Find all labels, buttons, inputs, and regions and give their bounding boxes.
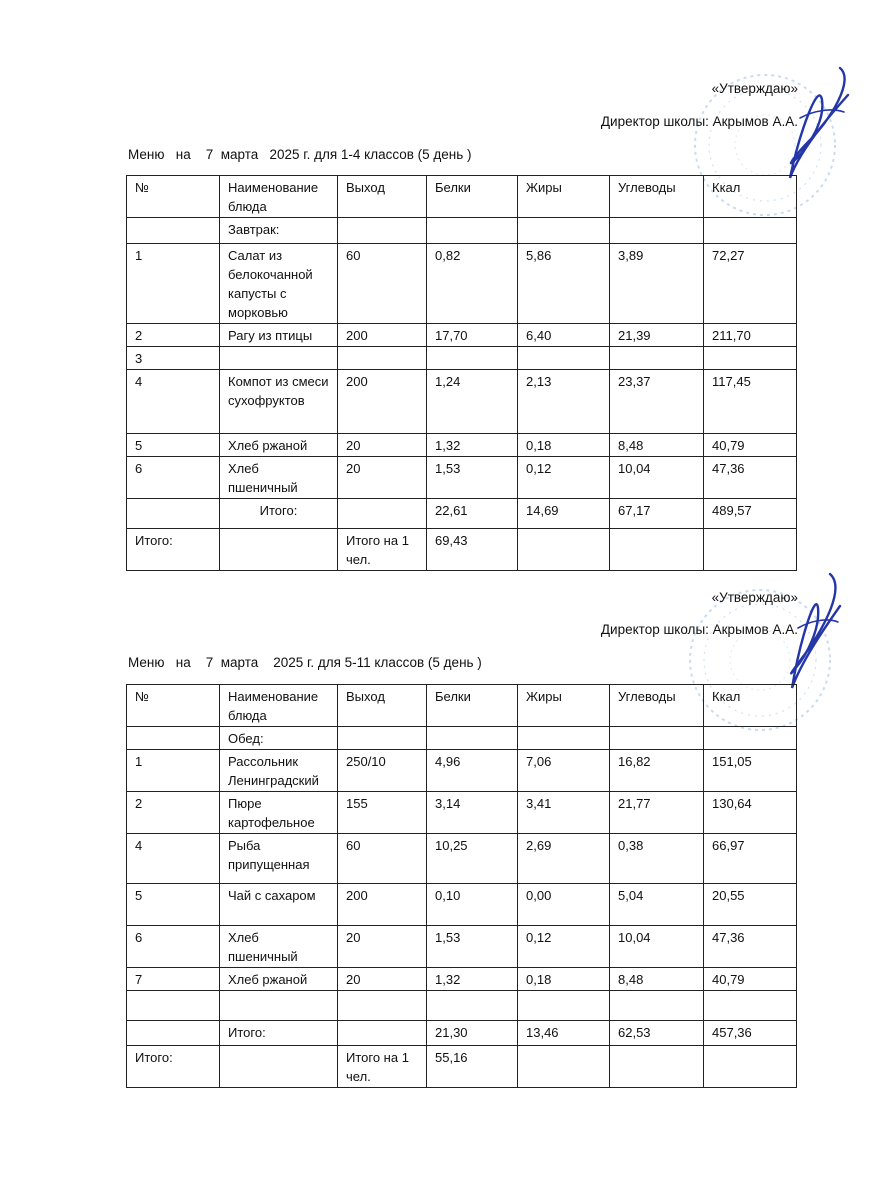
cell: Хлеб ржаной: [220, 434, 338, 457]
cell: [610, 991, 704, 1021]
cell: 40,79: [704, 434, 797, 457]
total-row: [127, 1046, 797, 1088]
cell: 1,32: [427, 968, 518, 991]
cell: [518, 529, 610, 571]
cell: 5,04: [610, 884, 704, 926]
cell: 2,13: [518, 370, 610, 434]
cell: 47,36: [704, 457, 797, 499]
subtotal-row: [127, 499, 797, 529]
cell: 55,16: [427, 1046, 518, 1088]
cell: 200: [338, 324, 427, 347]
section-row: [127, 218, 797, 244]
cell: 8,48: [610, 968, 704, 991]
cell: 62,53: [610, 1021, 704, 1046]
director-signature: [770, 60, 865, 190]
cell: 21,30: [427, 1021, 518, 1046]
cell: 2: [127, 792, 220, 834]
cell: 211,70: [704, 324, 797, 347]
director-signature: [768, 568, 863, 698]
cell: [220, 529, 338, 571]
cell: 13,46: [518, 1021, 610, 1046]
cell: 60: [338, 244, 427, 324]
header-cell: Углеводы: [610, 176, 704, 218]
cell: [610, 529, 704, 571]
cell: Рыба припущенная: [220, 834, 338, 884]
header-cell: №: [127, 685, 220, 727]
menu-title-grades-5-11: Меню на 7 марта 2025 г. для 5-11 классов (5 день ): [128, 655, 482, 670]
cell: Хлеб ржаной: [220, 968, 338, 991]
cell: Хлеб пшеничный: [220, 457, 338, 499]
cell: 10,25: [427, 834, 518, 884]
cell: 1: [127, 750, 220, 792]
cell: 72,27: [704, 244, 797, 324]
cell: 3: [127, 347, 220, 370]
cell: [518, 991, 610, 1021]
header-cell: Ккал: [704, 176, 797, 218]
header-cell: Выход: [338, 685, 427, 727]
cell: 489,57: [704, 499, 797, 529]
cell: 20: [338, 434, 427, 457]
cell: [610, 1046, 704, 1088]
cell: 22,61: [427, 499, 518, 529]
cell: Рагу из птицы: [220, 324, 338, 347]
cell: Итого:: [127, 1046, 220, 1088]
director-line: Директор школы: Акрымов А.А.: [600, 622, 798, 637]
table-row: [127, 926, 797, 968]
header-cell: Жиры: [518, 685, 610, 727]
cell: 1,53: [427, 926, 518, 968]
table-row: [127, 834, 797, 884]
cell: 0,18: [518, 434, 610, 457]
cell: 117,45: [704, 370, 797, 434]
table-row: [127, 244, 797, 324]
section-label: Обед:: [220, 727, 338, 750]
cell: 4: [127, 370, 220, 434]
cell: 10,04: [610, 457, 704, 499]
cell: 200: [338, 370, 427, 434]
table-row: [127, 968, 797, 991]
cell: [427, 347, 518, 370]
cell: [338, 499, 427, 529]
cell: Рассольник Ленинградский: [220, 750, 338, 792]
cell: [220, 991, 338, 1021]
cell: 3,41: [518, 792, 610, 834]
header-cell: №: [127, 176, 220, 218]
cell: 200: [338, 884, 427, 926]
cell: 1,32: [427, 434, 518, 457]
cell: 6: [127, 457, 220, 499]
cell: 17,70: [427, 324, 518, 347]
table-row: [127, 347, 797, 370]
cell: 0,12: [518, 926, 610, 968]
cell: [127, 1021, 220, 1046]
cell: 457,36: [704, 1021, 797, 1046]
header-cell: Жиры: [518, 176, 610, 218]
cell: 151,05: [704, 750, 797, 792]
cell: [610, 347, 704, 370]
cell: 0,82: [427, 244, 518, 324]
cell: 1: [127, 244, 220, 324]
cell: 0,10: [427, 884, 518, 926]
menu-title-grades-1-4: Меню на 7 марта 2025 г. для 1-4 классов (5 день ): [128, 147, 472, 162]
cell: [220, 347, 338, 370]
cell: 7,06: [518, 750, 610, 792]
cell: [338, 347, 427, 370]
cell: [518, 1046, 610, 1088]
table-row: [127, 457, 797, 499]
table-row: [127, 370, 797, 434]
cell: 60: [338, 834, 427, 884]
header-cell: Ккал: [704, 685, 797, 727]
cell: 21,39: [610, 324, 704, 347]
cell: [220, 1046, 338, 1088]
cell: 66,97: [704, 834, 797, 884]
cell: 14,69: [518, 499, 610, 529]
cell: 6,40: [518, 324, 610, 347]
cell: 0,18: [518, 968, 610, 991]
header-cell: Наименование блюда: [220, 176, 338, 218]
cell: 6: [127, 926, 220, 968]
total-row: [127, 529, 797, 571]
table-row: [127, 750, 797, 792]
cell: [127, 991, 220, 1021]
cell: 10,04: [610, 926, 704, 968]
cell: 1,24: [427, 370, 518, 434]
header-cell: Белки: [427, 176, 518, 218]
cell: 2: [127, 324, 220, 347]
section-label: Завтрак:: [220, 218, 338, 244]
subtotal-label: Итого:: [220, 499, 338, 529]
cell: [704, 1046, 797, 1088]
cell: Итого на 1 чел.: [338, 529, 427, 571]
menu-table-grades-5-11: [126, 684, 797, 1088]
cell: [127, 499, 220, 529]
cell: 69,43: [427, 529, 518, 571]
cell: 130,64: [704, 792, 797, 834]
cell: 21,77: [610, 792, 704, 834]
table-row: [127, 434, 797, 457]
cell: Итого:: [127, 529, 220, 571]
cell: 20,55: [704, 884, 797, 926]
cell: 23,37: [610, 370, 704, 434]
menu-table-grades-1-4: [126, 175, 797, 571]
cell: Салат из белокочанной капусты с морковью: [220, 244, 338, 324]
cell: 0,38: [610, 834, 704, 884]
cell: 20: [338, 968, 427, 991]
cell: 67,17: [610, 499, 704, 529]
cell: 3,14: [427, 792, 518, 834]
subtotal-row: [127, 1021, 797, 1046]
cell: Итого на 1 чел.: [338, 1046, 427, 1088]
table-row: [127, 792, 797, 834]
cell: Чай с сахаром: [220, 884, 338, 926]
cell: 20: [338, 926, 427, 968]
cell: 3,89: [610, 244, 704, 324]
cell: [518, 347, 610, 370]
approval-stamp: «Утверждаю»: [711, 590, 798, 605]
cell: 155: [338, 792, 427, 834]
cell: 4,96: [427, 750, 518, 792]
header-cell: Белки: [427, 685, 518, 727]
table-row: [127, 324, 797, 347]
cell: [427, 991, 518, 1021]
cell: 16,82: [610, 750, 704, 792]
cell: 4: [127, 834, 220, 884]
cell: [338, 991, 427, 1021]
cell: 5,86: [518, 244, 610, 324]
cell: Компот из смеси сухофруктов: [220, 370, 338, 434]
header-cell: Выход: [338, 176, 427, 218]
cell: 0,12: [518, 457, 610, 499]
table-row: [127, 884, 797, 926]
cell: Хлеб пшеничный: [220, 926, 338, 968]
cell: 250/10: [338, 750, 427, 792]
cell: 1,53: [427, 457, 518, 499]
director-line: Директор школы: Акрымов А.А.: [600, 114, 798, 129]
cell: Пюре картофельное: [220, 792, 338, 834]
cell: 2,69: [518, 834, 610, 884]
subtotal-label: Итого:: [220, 1021, 338, 1046]
cell: 5: [127, 434, 220, 457]
table-header-row: [127, 176, 797, 218]
section-row: [127, 727, 797, 750]
table-header-row: [127, 685, 797, 727]
cell: [338, 1021, 427, 1046]
approval-stamp: «Утверждаю»: [711, 81, 798, 96]
cell: [704, 529, 797, 571]
table-row: [127, 991, 797, 1021]
cell: 40,79: [704, 968, 797, 991]
cell: 47,36: [704, 926, 797, 968]
cell: [704, 347, 797, 370]
cell: 20: [338, 457, 427, 499]
header-cell: Наименование блюда: [220, 685, 338, 727]
header-cell: Углеводы: [610, 685, 704, 727]
cell: 5: [127, 884, 220, 926]
cell: 7: [127, 968, 220, 991]
cell: [704, 991, 797, 1021]
cell: 0,00: [518, 884, 610, 926]
cell: 8,48: [610, 434, 704, 457]
